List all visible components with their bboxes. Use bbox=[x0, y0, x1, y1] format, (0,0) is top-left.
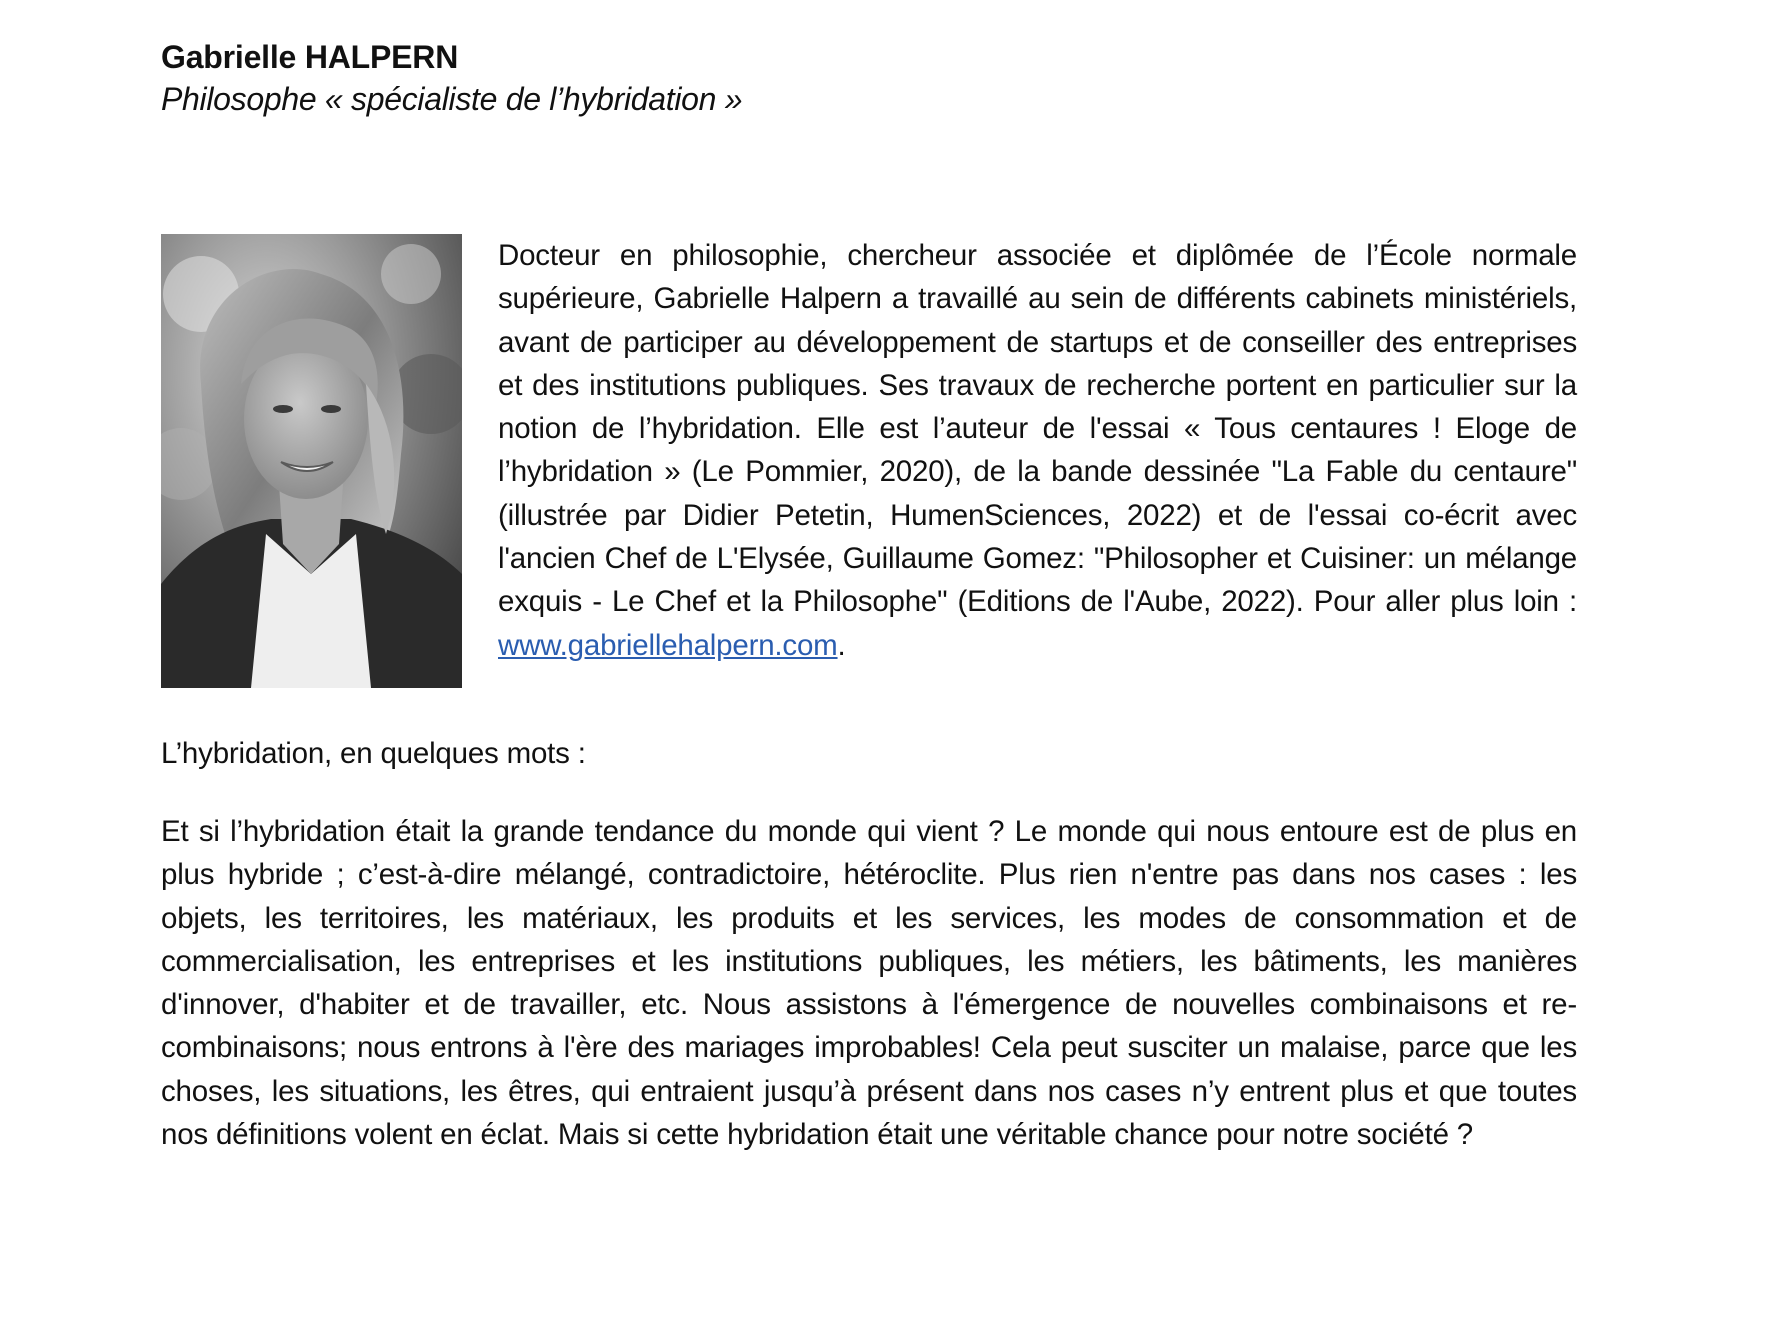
section-heading: L’hybridation, en quelques mots : bbox=[161, 737, 586, 770]
bio-text-end: . bbox=[837, 628, 846, 662]
bio-section bbox=[161, 234, 1577, 714]
author-portrait-photo bbox=[161, 234, 462, 688]
bio-paragraph bbox=[498, 234, 1577, 667]
author-subtitle: Philosophe « spécialiste de l’hybridation » bbox=[161, 81, 743, 117]
author-name: Gabrielle HALPERN bbox=[161, 39, 459, 75]
section-body-paragraph: Et si l’hybridation était la grande tendance du monde qui vient ? Le monde qui nous entoure est de plus en plus hybride ; c’est-à-dire mélangé, contradictoire, hétéroclite. Plus rien n'entre pas dans nos cases : les objets, les territoires, les matériaux, les produits et les services, les modes de consommation et de commercialisation, les entreprises et les institutions publiques, les métiers, les bâtiments, les manières d'innover, d'habiter et de travailler, etc. Nous assistons à l'émergence de nouvelles combinaisons et re-combinaisons; nous entrons à l'ère des mariages improbables! Cela peut susciter un malaise, parce que les choses, les situations, les êtres, qui entraient jusqu’à présent dans nos cases n’y entrent plus et que toutes nos définitions volent en éclat. Mais si cette hybridation était une véritable chance pour notre société ? bbox=[161, 815, 1577, 1152]
author-website-link[interactable]: www.gabriellehalpern.com bbox=[498, 628, 838, 662]
bio-text: Docteur en philosophie, chercheur associée et diplômée de l’École normale supérieure, Gabrielle Halpern a travaillé au sein de différents cabinets ministériels, avant de participer au développement de startups et de conseiller des entreprises et des institutions publiques. Ses travaux de recherche portent en particulier sur la notion de l’hybridation. Elle est l’auteur de l'essai « Tous centaures ! Eloge de l’hybridation » (Le Pommier, 2020), de la bande dessinée "La Fable du centaure" (illustrée par Didier Petetin, HumenSciences, 2022) et de l'essai co-écrit avec l'ancien Chef de L'Elysée, Guillaume Gomez: "Philosopher et Cuisiner: un mélange exquis - Le Chef et la Philosophe" (Editions de l'Aube, 2022). Pour aller plus loin : bbox=[498, 239, 1577, 619]
document-page bbox=[161, 36, 1577, 1152]
